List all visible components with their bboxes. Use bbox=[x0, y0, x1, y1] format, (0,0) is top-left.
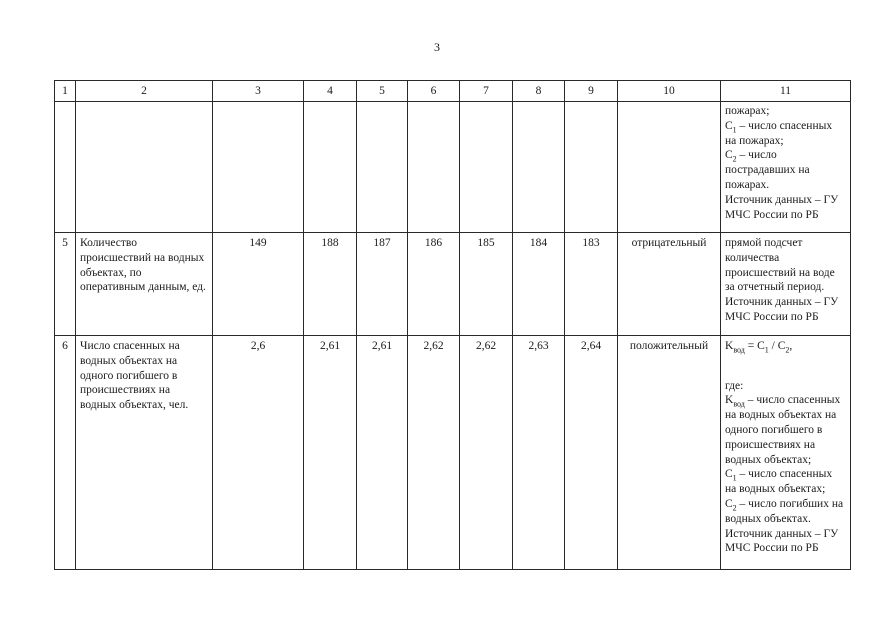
row-number: 6 bbox=[55, 336, 76, 570]
method-line: $C_1$ – число спасенных bbox=[725, 119, 833, 135]
value-cell: 2,64 bbox=[565, 336, 618, 570]
table-row-6 bbox=[55, 336, 851, 570]
table-cell bbox=[460, 102, 513, 233]
header-cell: 10 bbox=[618, 81, 721, 102]
header-cell: 5 bbox=[357, 81, 408, 102]
method-line: МЧС России по РБ bbox=[725, 208, 819, 221]
header-cell: 1 bbox=[55, 81, 76, 102]
method-cell bbox=[721, 336, 851, 570]
header-row bbox=[55, 81, 851, 102]
value-cell: 184 bbox=[513, 233, 565, 336]
table-row-5 bbox=[55, 233, 851, 336]
method-line: пострадавших на bbox=[725, 164, 810, 177]
method-line: пожарах; bbox=[725, 105, 770, 117]
page-number: 3 bbox=[434, 40, 440, 54]
method-cell: прямой подсчет количества происшествий на воде за отчетный период. Источник данных – ГУ МЧС России по РБ bbox=[721, 233, 851, 336]
method-cell bbox=[721, 102, 851, 233]
value-cell: 2,62 bbox=[408, 336, 460, 570]
where-label bbox=[725, 364, 846, 379]
where-label: где: bbox=[725, 379, 744, 392]
value-cell: 2,62 bbox=[460, 336, 513, 570]
value-cell: 2,61 bbox=[304, 336, 357, 570]
table-cell bbox=[565, 102, 618, 233]
table-cell bbox=[618, 102, 721, 233]
table-row-continuation bbox=[55, 102, 851, 233]
header-cell: 9 bbox=[565, 81, 618, 102]
table-cell bbox=[76, 102, 213, 233]
table-cell bbox=[408, 102, 460, 233]
direction-cell: отрицательный bbox=[618, 233, 721, 336]
header-cell: 7 bbox=[460, 81, 513, 102]
table-cell bbox=[55, 102, 76, 233]
value-cell: 149 bbox=[213, 233, 304, 336]
value-cell: 2,61 bbox=[357, 336, 408, 570]
method-line: пожарах. bbox=[725, 178, 770, 191]
value-cell: 185 bbox=[460, 233, 513, 336]
value-cell: 2,63 bbox=[513, 336, 565, 570]
value-cell: 186 bbox=[408, 233, 460, 336]
indicator-name: Количество происшествий на водных объектах, по оперативным данным, ед. bbox=[76, 233, 213, 336]
value-cell: 188 bbox=[304, 233, 357, 336]
header-cell: 3 bbox=[213, 81, 304, 102]
indicator-name: Число спасенных на водных объектах на одного погибшего в происшествиях на водных объектах, чел. bbox=[76, 336, 213, 570]
definition-c1: $C_1$ – число спасенных на водных объектах; bbox=[725, 468, 833, 496]
indicator-table bbox=[54, 80, 851, 570]
formula: $K_{вод} = C_1 / C_2$, bbox=[725, 340, 793, 355]
header-cell: 8 bbox=[513, 81, 565, 102]
data-source: Источник данных – ГУ МЧС России по РБ bbox=[725, 527, 839, 555]
table-cell bbox=[304, 102, 357, 233]
header-cell: 2 bbox=[76, 81, 213, 102]
definition-k: $K_{вод}$ – число спасенных на водных объектах на одного погибшего в происшествиях на водных объектах; bbox=[725, 394, 841, 466]
method-line: на пожарах; bbox=[725, 134, 784, 147]
table-cell bbox=[213, 102, 304, 233]
value-cell: 2,6 bbox=[213, 336, 304, 570]
row-number: 5 bbox=[55, 233, 76, 336]
table-cell bbox=[357, 102, 408, 233]
header-cell: 6 bbox=[408, 81, 460, 102]
table-cell bbox=[513, 102, 565, 233]
header-cell: 11 bbox=[721, 81, 851, 102]
direction-cell: положительный bbox=[618, 336, 721, 570]
value-cell: 187 bbox=[357, 233, 408, 336]
method-line: $C_2$ – число bbox=[725, 149, 777, 164]
method-line: Источник данных – ГУ bbox=[725, 193, 839, 206]
value-cell: 183 bbox=[565, 233, 618, 336]
header-cell: 4 bbox=[304, 81, 357, 102]
definition-c2: $C_2$ – число погибших на водных объектах. bbox=[725, 497, 844, 525]
